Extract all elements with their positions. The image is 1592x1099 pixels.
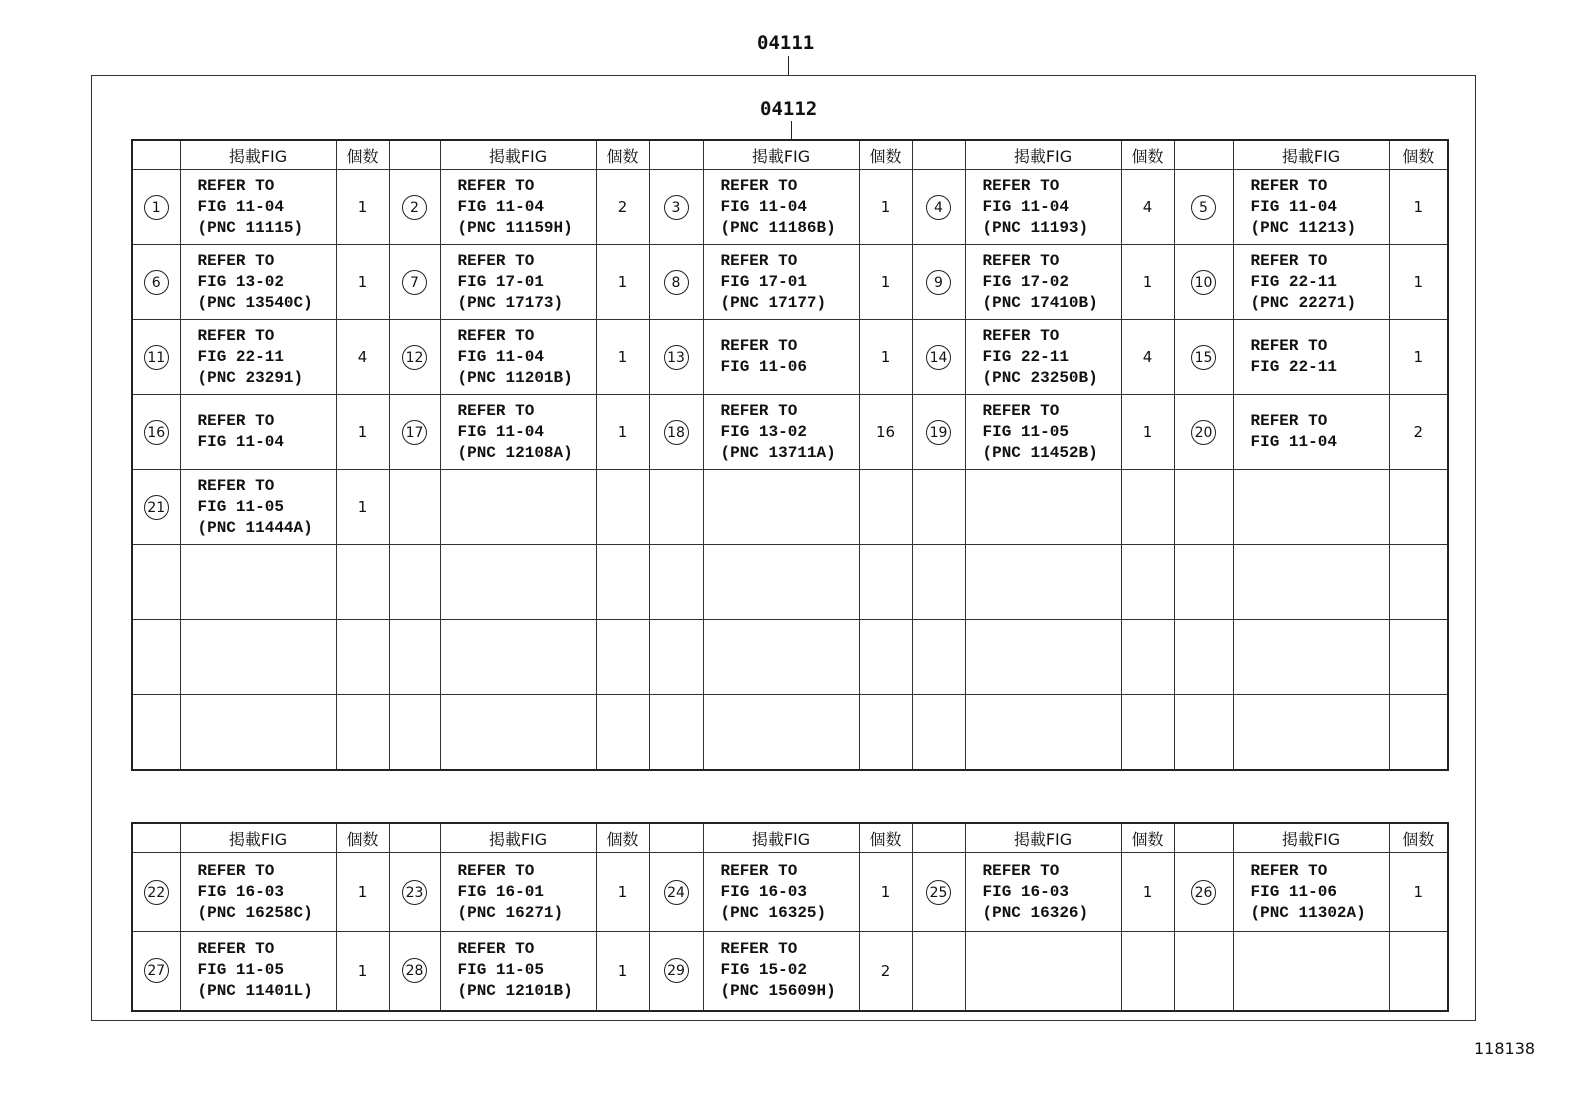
quantity-cell: 2 [1389, 395, 1448, 470]
quantity-cell: 1 [596, 853, 649, 932]
callout-number-cell [912, 245, 965, 320]
sub-assembly-leader-line [791, 121, 792, 140]
callout-number: 6 [144, 270, 169, 295]
callout-number-cell [389, 245, 440, 320]
reference-cell [965, 545, 1121, 620]
callout-number: 7 [402, 270, 427, 295]
callout-number-cell [132, 320, 180, 395]
quantity-cell [859, 545, 912, 620]
reference-cell: REFER TO FIG 11-04 [180, 395, 336, 470]
reference-cell [703, 545, 859, 620]
reference-cell [180, 620, 336, 695]
quantity-cell: 16 [859, 395, 912, 470]
quantity-cell: 1 [336, 170, 389, 245]
quantity-cell: 1 [859, 320, 912, 395]
header-number-cell [132, 823, 180, 853]
callout-number-cell [132, 470, 180, 545]
reference-cell: REFER TO FIG 22-11 [1233, 320, 1389, 395]
quantity-cell: 1 [1121, 245, 1174, 320]
callout-number: 21 [144, 495, 169, 520]
callout-number-cell [1174, 545, 1233, 620]
table-row [132, 853, 1448, 932]
reference-cell: REFER TO FIG 11-04 [1233, 395, 1389, 470]
reference-cell: REFER TO FIG 13-02 (PNC 13540C) [180, 245, 336, 320]
assembly-label: 04111 [757, 32, 815, 54]
quantity-cell [596, 620, 649, 695]
quantity-cell: 1 [859, 853, 912, 932]
quantity-cell [596, 470, 649, 545]
callout-number: 23 [402, 880, 427, 905]
quantity-cell: 1 [1121, 395, 1174, 470]
header-fig: 掲載FIG [180, 140, 336, 170]
reference-cell [1233, 545, 1389, 620]
header-number-cell [132, 140, 180, 170]
quantity-cell: 1 [336, 395, 389, 470]
callout-number-cell [1174, 470, 1233, 545]
callout-number-cell [389, 470, 440, 545]
quantity-cell: 1 [336, 853, 389, 932]
quantity-cell: 1 [596, 395, 649, 470]
reference-cell: REFER TO FIG 17-01 (PNC 17177) [703, 245, 859, 320]
callout-number: 20 [1191, 420, 1216, 445]
parts-reference-table-1 [131, 139, 1449, 771]
reference-cell [440, 470, 596, 545]
header-qty: 個数 [1121, 140, 1174, 170]
header-qty: 個数 [596, 823, 649, 853]
callout-number-cell [389, 395, 440, 470]
quantity-cell: 2 [859, 932, 912, 1011]
reference-cell: REFER TO FIG 16-03 (PNC 16258C) [180, 853, 336, 932]
reference-cell: REFER TO FIG 17-01 (PNC 17173) [440, 245, 596, 320]
header-number-cell [912, 140, 965, 170]
callout-number-cell [912, 395, 965, 470]
quantity-cell: 1 [1389, 245, 1448, 320]
callout-number-cell [132, 853, 180, 932]
reference-cell [440, 695, 596, 770]
callout-number-cell [912, 320, 965, 395]
reference-cell [440, 545, 596, 620]
quantity-cell [1389, 932, 1448, 1011]
quantity-cell: 1 [336, 245, 389, 320]
header-fig: 掲載FIG [1233, 823, 1389, 853]
reference-cell: REFER TO FIG 11-04 (PNC 11159H) [440, 170, 596, 245]
reference-cell: REFER TO FIG 22-11 (PNC 23250B) [965, 320, 1121, 395]
quantity-cell [596, 545, 649, 620]
header-fig: 掲載FIG [440, 823, 596, 853]
header-qty: 個数 [336, 823, 389, 853]
reference-cell: REFER TO FIG 11-04 (PNC 11201B) [440, 320, 596, 395]
quantity-cell: 2 [596, 170, 649, 245]
quantity-cell: 1 [1389, 170, 1448, 245]
callout-number-cell [649, 320, 703, 395]
quantity-cell [1121, 620, 1174, 695]
callout-number-cell [649, 695, 703, 770]
header-fig: 掲載FIG [965, 140, 1121, 170]
table-row [132, 470, 1448, 545]
callout-number: 19 [926, 420, 951, 445]
callout-number-cell [132, 545, 180, 620]
quantity-cell: 4 [1121, 320, 1174, 395]
reference-cell [440, 620, 596, 695]
callout-number-cell [1174, 695, 1233, 770]
callout-number: 4 [926, 195, 951, 220]
quantity-cell: 1 [596, 320, 649, 395]
table-row [132, 395, 1448, 470]
callout-number: 25 [926, 880, 951, 905]
reference-cell [703, 470, 859, 545]
header-fig: 掲載FIG [703, 140, 859, 170]
header-fig: 掲載FIG [1233, 140, 1389, 170]
header-number-cell [649, 140, 703, 170]
header-qty: 個数 [859, 823, 912, 853]
reference-cell [1233, 932, 1389, 1011]
callout-number-cell [912, 620, 965, 695]
reference-cell [965, 470, 1121, 545]
reference-cell: REFER TO FIG 11-04 (PNC 12108A) [440, 395, 596, 470]
quantity-cell [596, 695, 649, 770]
reference-cell: REFER TO FIG 11-05 (PNC 11444A) [180, 470, 336, 545]
quantity-cell [1121, 470, 1174, 545]
reference-cell [965, 932, 1121, 1011]
reference-cell: REFER TO FIG 13-02 (PNC 13711A) [703, 395, 859, 470]
callout-number: 22 [144, 880, 169, 905]
callout-number: 16 [144, 420, 169, 445]
callout-number-cell [1174, 620, 1233, 695]
reference-cell: REFER TO FIG 11-04 (PNC 11115) [180, 170, 336, 245]
table-header-row [132, 823, 1448, 853]
callout-number-cell [649, 395, 703, 470]
reference-cell: REFER TO FIG 16-03 (PNC 16325) [703, 853, 859, 932]
callout-number: 17 [402, 420, 427, 445]
callout-number: 9 [926, 270, 951, 295]
reference-cell: REFER TO FIG 11-04 (PNC 11213) [1233, 170, 1389, 245]
callout-number-cell [912, 545, 965, 620]
callout-number-cell [649, 620, 703, 695]
reference-cell [965, 695, 1121, 770]
table-row [132, 545, 1448, 620]
quantity-cell [859, 620, 912, 695]
callout-number-cell [1174, 170, 1233, 245]
callout-number-cell [912, 932, 965, 1011]
quantity-cell [336, 695, 389, 770]
reference-cell: REFER TO FIG 11-04 (PNC 11193) [965, 170, 1121, 245]
callout-number-cell [132, 932, 180, 1011]
callout-number: 27 [144, 958, 169, 983]
quantity-cell [859, 695, 912, 770]
header-number-cell [1174, 140, 1233, 170]
callout-number-cell [389, 695, 440, 770]
reference-cell [180, 695, 336, 770]
callout-number-cell [912, 470, 965, 545]
quantity-cell: 1 [596, 932, 649, 1011]
quantity-cell: 1 [1389, 853, 1448, 932]
header-qty: 個数 [336, 140, 389, 170]
callout-number-cell [649, 932, 703, 1011]
callout-number: 10 [1191, 270, 1216, 295]
callout-number-cell [389, 620, 440, 695]
callout-number: 24 [664, 880, 689, 905]
callout-number-cell [649, 545, 703, 620]
quantity-cell [859, 470, 912, 545]
header-number-cell [1174, 823, 1233, 853]
callout-number-cell [1174, 320, 1233, 395]
table-row [132, 320, 1448, 395]
quantity-cell: 4 [1121, 170, 1174, 245]
callout-number: 11 [144, 345, 169, 370]
header-qty: 個数 [1389, 140, 1448, 170]
quantity-cell [1121, 932, 1174, 1011]
callout-number-cell [649, 853, 703, 932]
sub-assembly-label: 04112 [760, 98, 818, 120]
document-id: 118138 [1474, 1039, 1536, 1058]
quantity-cell [1389, 620, 1448, 695]
quantity-cell [1121, 545, 1174, 620]
reference-cell [703, 620, 859, 695]
reference-cell: REFER TO FIG 15-02 (PNC 15609H) [703, 932, 859, 1011]
callout-number-cell [132, 170, 180, 245]
callout-number-cell [649, 245, 703, 320]
callout-number: 1 [144, 195, 169, 220]
header-qty: 個数 [596, 140, 649, 170]
reference-cell [180, 545, 336, 620]
header-qty: 個数 [1389, 823, 1448, 853]
quantity-cell: 1 [859, 170, 912, 245]
header-fig: 掲載FIG [440, 140, 596, 170]
callout-number-cell [649, 170, 703, 245]
quantity-cell [1389, 545, 1448, 620]
reference-cell [1233, 620, 1389, 695]
quantity-cell: 1 [336, 470, 389, 545]
callout-number-cell [132, 245, 180, 320]
callout-number-cell [1174, 932, 1233, 1011]
reference-cell: REFER TO FIG 22-11 (PNC 22271) [1233, 245, 1389, 320]
callout-number: 14 [926, 345, 951, 370]
quantity-cell: 1 [1389, 320, 1448, 395]
header-number-cell [389, 823, 440, 853]
reference-cell: REFER TO FIG 16-01 (PNC 16271) [440, 853, 596, 932]
header-number-cell [649, 823, 703, 853]
reference-cell: REFER TO FIG 17-02 (PNC 17410B) [965, 245, 1121, 320]
callout-number: 8 [664, 270, 689, 295]
callout-number-cell [912, 170, 965, 245]
table-row [132, 932, 1448, 1011]
table-row [132, 245, 1448, 320]
callout-number-cell [649, 470, 703, 545]
quantity-cell [336, 620, 389, 695]
reference-cell [703, 695, 859, 770]
header-number-cell [912, 823, 965, 853]
callout-number-cell [132, 695, 180, 770]
quantity-cell [1121, 695, 1174, 770]
header-number-cell [389, 140, 440, 170]
table-header-row [132, 140, 1448, 170]
header-fig: 掲載FIG [180, 823, 336, 853]
callout-number-cell [1174, 395, 1233, 470]
header-qty: 個数 [859, 140, 912, 170]
callout-number-cell [132, 395, 180, 470]
quantity-cell [1389, 470, 1448, 545]
quantity-cell [1389, 695, 1448, 770]
reference-cell [965, 620, 1121, 695]
quantity-cell [336, 545, 389, 620]
parts-reference-table-2 [131, 822, 1449, 1012]
quantity-cell: 4 [336, 320, 389, 395]
callout-number-cell [389, 545, 440, 620]
table-row [132, 170, 1448, 245]
callout-number: 29 [664, 958, 689, 983]
callout-number: 18 [664, 420, 689, 445]
callout-number-cell [389, 170, 440, 245]
quantity-cell: 1 [1121, 853, 1174, 932]
callout-number: 5 [1191, 195, 1216, 220]
quantity-cell: 1 [336, 932, 389, 1011]
callout-number: 13 [664, 345, 689, 370]
header-qty: 個数 [1121, 823, 1174, 853]
callout-number-cell [389, 932, 440, 1011]
callout-number: 26 [1191, 880, 1216, 905]
reference-cell: REFER TO FIG 11-05 (PNC 11401L) [180, 932, 336, 1011]
quantity-cell: 1 [859, 245, 912, 320]
reference-cell: REFER TO FIG 11-05 (PNC 11452B) [965, 395, 1121, 470]
reference-cell: REFER TO FIG 22-11 (PNC 23291) [180, 320, 336, 395]
header-fig: 掲載FIG [965, 823, 1121, 853]
assembly-leader-line [788, 56, 789, 75]
callout-number-cell [1174, 853, 1233, 932]
callout-number-cell [389, 320, 440, 395]
reference-cell [1233, 695, 1389, 770]
callout-number: 12 [402, 345, 427, 370]
callout-number-cell [912, 695, 965, 770]
callout-number: 3 [664, 195, 689, 220]
reference-cell: REFER TO FIG 16-03 (PNC 16326) [965, 853, 1121, 932]
reference-cell: REFER TO FIG 11-06 [703, 320, 859, 395]
callout-number: 2 [402, 195, 427, 220]
reference-cell: REFER TO FIG 11-05 (PNC 12101B) [440, 932, 596, 1011]
callout-number: 28 [402, 958, 427, 983]
callout-number: 15 [1191, 345, 1216, 370]
callout-number-cell [912, 853, 965, 932]
reference-cell: REFER TO FIG 11-06 (PNC 11302A) [1233, 853, 1389, 932]
callout-number-cell [389, 853, 440, 932]
table-row [132, 620, 1448, 695]
reference-cell: REFER TO FIG 11-04 (PNC 11186B) [703, 170, 859, 245]
header-fig: 掲載FIG [703, 823, 859, 853]
quantity-cell: 1 [596, 245, 649, 320]
callout-number-cell [132, 620, 180, 695]
table-row [132, 695, 1448, 770]
callout-number-cell [1174, 245, 1233, 320]
reference-cell [1233, 470, 1389, 545]
